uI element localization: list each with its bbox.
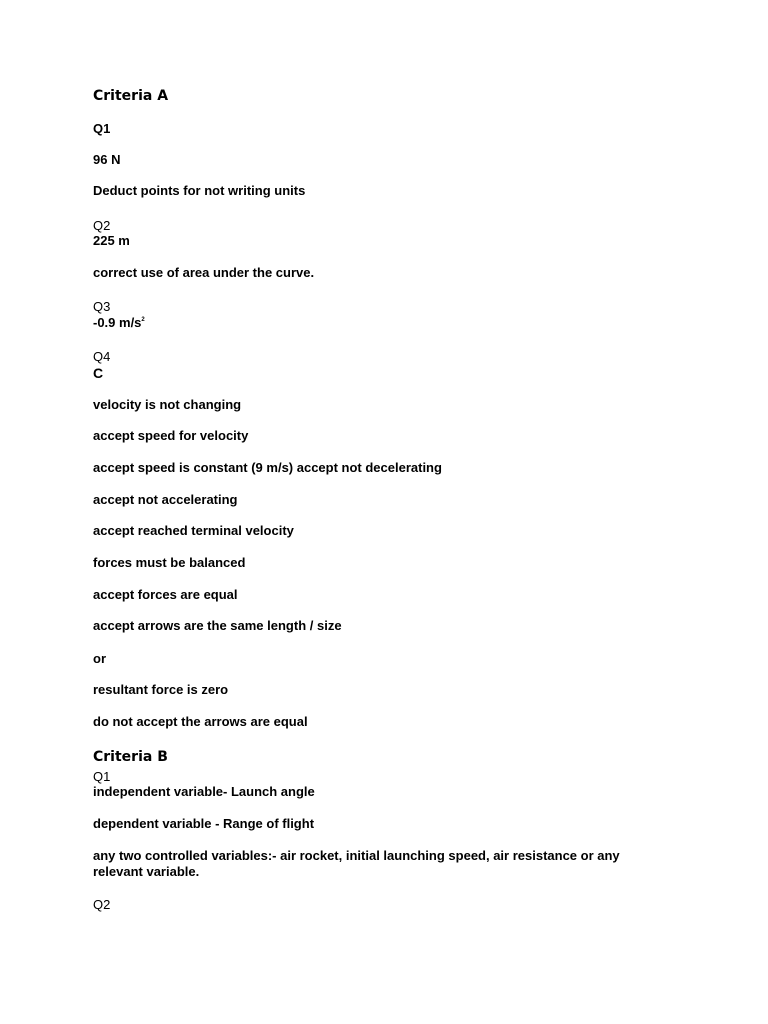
criteria-a-heading: Criteria A	[93, 88, 169, 104]
answer-a4: C	[93, 365, 104, 381]
answer-a3-value: -0.9 m/s	[93, 315, 142, 330]
answer-a2: 225 m	[93, 233, 130, 248]
answer-a1: 96 N	[93, 152, 121, 167]
marking-note-a2: correct use of area under the curve.	[93, 265, 315, 280]
marking-note-a1: Deduct points for not writing units	[93, 183, 306, 198]
dependent-variable: dependent variable - Range of flight	[93, 816, 315, 831]
question-label-a2: Q2	[93, 218, 111, 233]
question-label-b1: Q1	[93, 769, 111, 784]
marking-note-a4: velocity is not changing	[93, 397, 242, 412]
marking-note-a4: accept not accelerating	[93, 492, 238, 507]
controlled-variables: any two controlled variables:- air rocket, initial launching speed, air resistance or any relevant variable.	[93, 848, 620, 879]
question-label-b2: Q2	[93, 897, 111, 912]
marking-note-a4: resultant force is zero	[93, 682, 229, 697]
criteria-b-heading: Criteria B	[93, 749, 168, 765]
answer-a3-exponent: 2	[141, 317, 145, 323]
marking-note-a4: accept speed is constant (9 m/s) accept not decelerating	[93, 460, 442, 475]
marking-note-a4: accept forces are equal	[93, 587, 238, 602]
question-label-a4: Q4	[93, 349, 111, 364]
document-page	[93, 0, 693, 1024]
independent-variable: independent variable- Launch angle	[93, 784, 315, 799]
answer-a3	[93, 315, 145, 331]
marking-note-a4: forces must be balanced	[93, 555, 246, 570]
marking-note-a4: do not accept the arrows are equal	[93, 714, 308, 729]
marking-note-a4: accept reached terminal velocity	[93, 523, 294, 538]
marking-note-a4: accept arrows are the same length / size	[93, 618, 342, 633]
question-label-a1: Q1	[93, 121, 111, 136]
marking-note-a4: accept speed for velocity	[93, 428, 249, 443]
question-label-a3: Q3	[93, 299, 111, 314]
marking-note-a4: or	[93, 651, 106, 666]
